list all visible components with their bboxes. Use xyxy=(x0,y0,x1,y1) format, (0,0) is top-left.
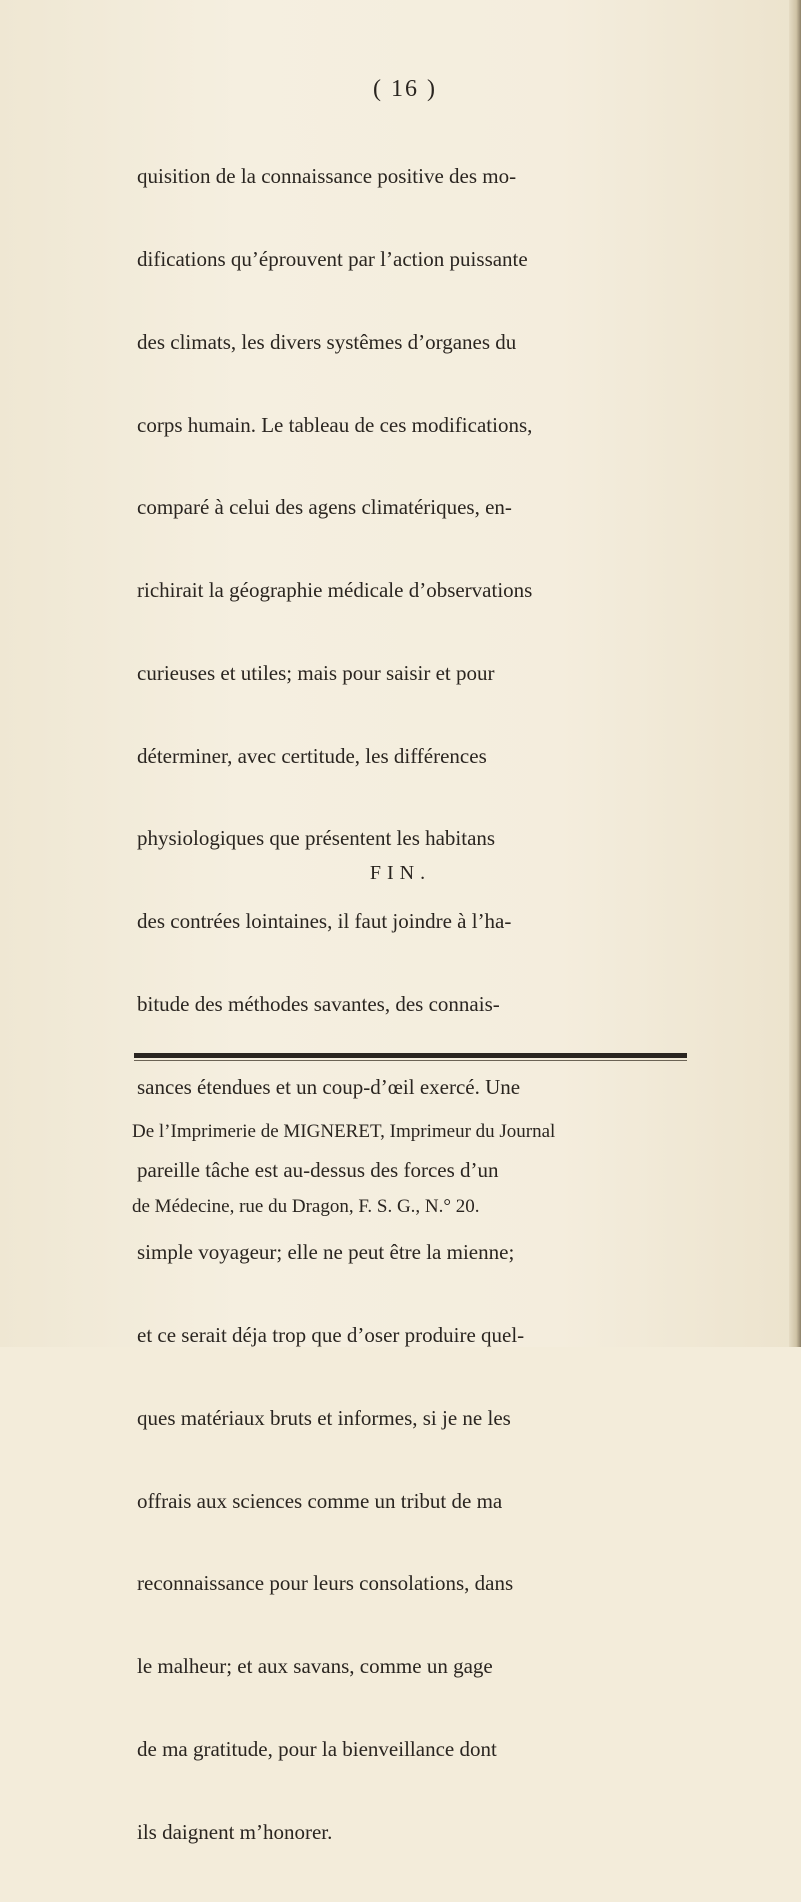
text-line: pareille tâche est au-dessus des forces d’un xyxy=(137,1157,499,1182)
body-paragraph xyxy=(137,108,682,1902)
text-line: reconnaissance pour leurs consolations, dans xyxy=(137,1571,514,1596)
text-line: curieuses et utiles; mais pour saisir et pour xyxy=(137,660,495,685)
text-line: ils daignent m’honorer. xyxy=(137,1819,333,1844)
text-line: richirait la géographie médicale d’observations xyxy=(137,578,533,603)
text-line: physiologiques que présentent les habitans xyxy=(137,826,496,851)
text-line: bitude des méthodes savantes, des connais- xyxy=(137,992,500,1016)
text-line: des contrées lointaines, il faut joindre à l’ha- xyxy=(137,909,512,934)
text-line: simple voyageur; elle ne peut être la mienne; xyxy=(137,1240,515,1265)
text-line: le malheur; et aux savans, comme un gage xyxy=(137,1654,493,1679)
page-number: ( 16 ) xyxy=(373,76,437,102)
text-line: et ce serait déja trop que d’oser produire quel- xyxy=(137,1323,525,1348)
text-line: offrais aux sciences comme un tribut de ma xyxy=(137,1488,503,1513)
text-line: des climats, les divers systêmes d’organes du xyxy=(137,329,517,354)
text-line: de ma gratitude, pour la bienveillance dont xyxy=(137,1737,497,1762)
imprint-line: De l’Imprimerie de MIGNERET, Imprimeur du Journal xyxy=(132,1121,556,1142)
text-line: corps humain. Le tableau de ces modifications, xyxy=(137,412,533,437)
text-line: quisition de la connaissance positive des mo- xyxy=(137,164,517,189)
imprint-line: de Médecine, rue du Dragon, F. S. G., N.° 20. xyxy=(132,1196,480,1217)
text-line: déterminer, avec certitude, les différences xyxy=(137,743,487,768)
page-edge-shadow xyxy=(789,0,801,1347)
text-line: comparé à celui des agens climatériques, en- xyxy=(137,495,512,520)
text-line: difications qu’éprouvent par l’action puissante xyxy=(137,246,528,271)
divider-rule-thin xyxy=(134,1060,687,1061)
printer-imprint xyxy=(132,1069,692,1269)
divider-rule xyxy=(134,1053,687,1058)
text-line: ques matériaux bruts et informes, si je ne les xyxy=(137,1405,511,1430)
text-line: sances étendues et un coup-d’œil exercé. Une xyxy=(137,1074,521,1099)
end-mark: FIN. xyxy=(369,862,432,884)
